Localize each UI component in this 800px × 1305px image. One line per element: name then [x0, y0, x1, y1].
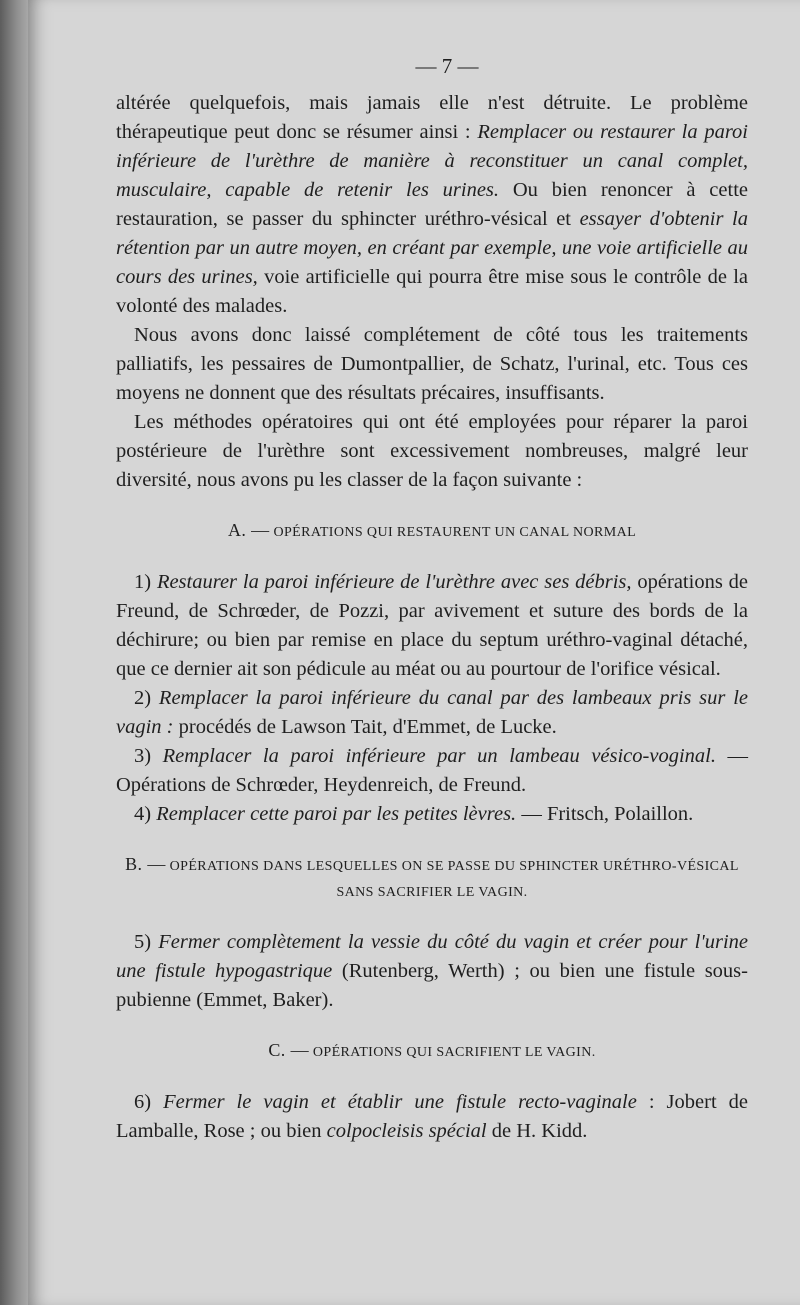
p1-text-1: altérée quelquefois, mais jamais elle n'est détruite. Le problème thérapeutique peut donc se résumer ainsi : [116, 92, 748, 143]
item-number: 2) [134, 687, 152, 709]
item-number: 6) [134, 1091, 152, 1113]
list-item-3 [116, 742, 748, 800]
item-italic: Restaurer la paroi inférieure de l'urèthre avec ses débris, [156, 571, 632, 593]
list-item-1 [116, 568, 748, 684]
p1-text-3: voie artificielle qui pourra être mise sous le contrôle de la volonté des malades. [116, 266, 748, 317]
item-italic-2: colpocleisis spécial [326, 1120, 487, 1142]
section-b-title-line-2: SANS SACRIFIER LE VAGIN. [336, 885, 528, 900]
section-a-letter: A. — [227, 520, 270, 540]
list-item-6 [116, 1088, 748, 1146]
item-number: 4) [134, 803, 152, 825]
item-text: — Opérations de Schrœder, Heydenreich, de Freund. [116, 745, 749, 796]
list-item-4 [116, 800, 748, 829]
section-b-title-line-1: OPÉRATIONS DANS LESQUELLES ON SE PASSE DU SPHINCTER URÉTHRO-VÉSICAL [169, 859, 739, 874]
item-italic: Fermer complètement la vessie du côté du vagin et créer pour l'urine une fistule hypogastrique [116, 931, 749, 982]
item-italic: Remplacer la paroi inférieure du canal par des lambeaux pris sur le vagin : [116, 687, 749, 738]
list-item-5 [116, 928, 748, 1015]
item-number: 5) [134, 931, 152, 953]
item-text: (Rutenberg, Werth) ; ou bien une fistule sous-pubienne (Emmet, Baker). [116, 960, 748, 1011]
section-a-heading [116, 517, 748, 546]
page-text [116, 52, 748, 1146]
item-italic: Remplacer cette paroi par les petites lèvres. [156, 803, 517, 825]
document-page [28, 0, 800, 1305]
paragraph-1 [116, 89, 748, 321]
item-text: — Fritsch, Polaillon. [516, 803, 694, 825]
item-italic-1: Fermer le vagin et établir une fistule recto-vaginale [163, 1091, 637, 1113]
item-text: opérations de Freund, de Schrœder, de Pozzi, par avivement et suture des bords de la déchirure; ou bien par remise en place du septum uréthro-vaginal détaché, que ce dernier ait son pédicule au méat ou au pourtour de l'orifice vésical. [116, 571, 748, 680]
section-b-heading [116, 851, 748, 906]
section-c-title: OPÉRATIONS QUI SACRIFIENT LE VAGIN. [312, 1045, 596, 1060]
item-number: 3) [134, 745, 152, 767]
item-text: procédés de Lawson Tait, d'Emmet, de Lucke. [173, 716, 557, 738]
p1-text-2: Ou bien renoncer à cette restauration, se passer du sphincter uréthro-vésical et [116, 179, 748, 230]
paragraph-2: Nous avons donc laissé complétement de côté tous les traitements palliatifs, les pessaires de Dumontpallier, de Schatz, l'urinal, etc. Tous ces moyens ne donnent que des résultats précaires, insuffisants. [116, 324, 748, 404]
list-item-2 [116, 684, 748, 742]
section-a-title: OPÉRATIONS QUI RESTAURENT UN CANAL NORMAL [273, 525, 637, 540]
section-c-heading [116, 1037, 748, 1066]
item-text-1: : Jobert de Lamballe, Rose ; ou bien [116, 1091, 748, 1142]
page-number: — 7 — [415, 54, 479, 78]
p1-italic-1: Remplacer ou restaurer la paroi inférieure de l'urèthre de manière à reconstituer un canal complet, musculaire, capable de retenir les urines. [116, 121, 748, 201]
item-number: 1) [134, 571, 152, 593]
book-spine-shadow [0, 0, 28, 1305]
paragraph-3: Les méthodes opératoires qui ont été employées pour réparer la paroi postérieure de l'urèthre sont excessivement nombreuses, malgré leur diversité, nous avons pu les classer de la façon suivante : [116, 411, 748, 491]
item-text-2: de H. Kidd. [486, 1120, 588, 1142]
section-b-letter: B. — [125, 854, 166, 874]
section-c-letter: C. — [268, 1040, 309, 1060]
item-italic: Remplacer la paroi inférieure par un lambeau vésico-voginal. [162, 745, 716, 767]
p1-italic-2: essayer d'obtenir la rétention par un autre moyen, en créant par exemple, une voie artificielle au cours des urines, [116, 208, 748, 288]
